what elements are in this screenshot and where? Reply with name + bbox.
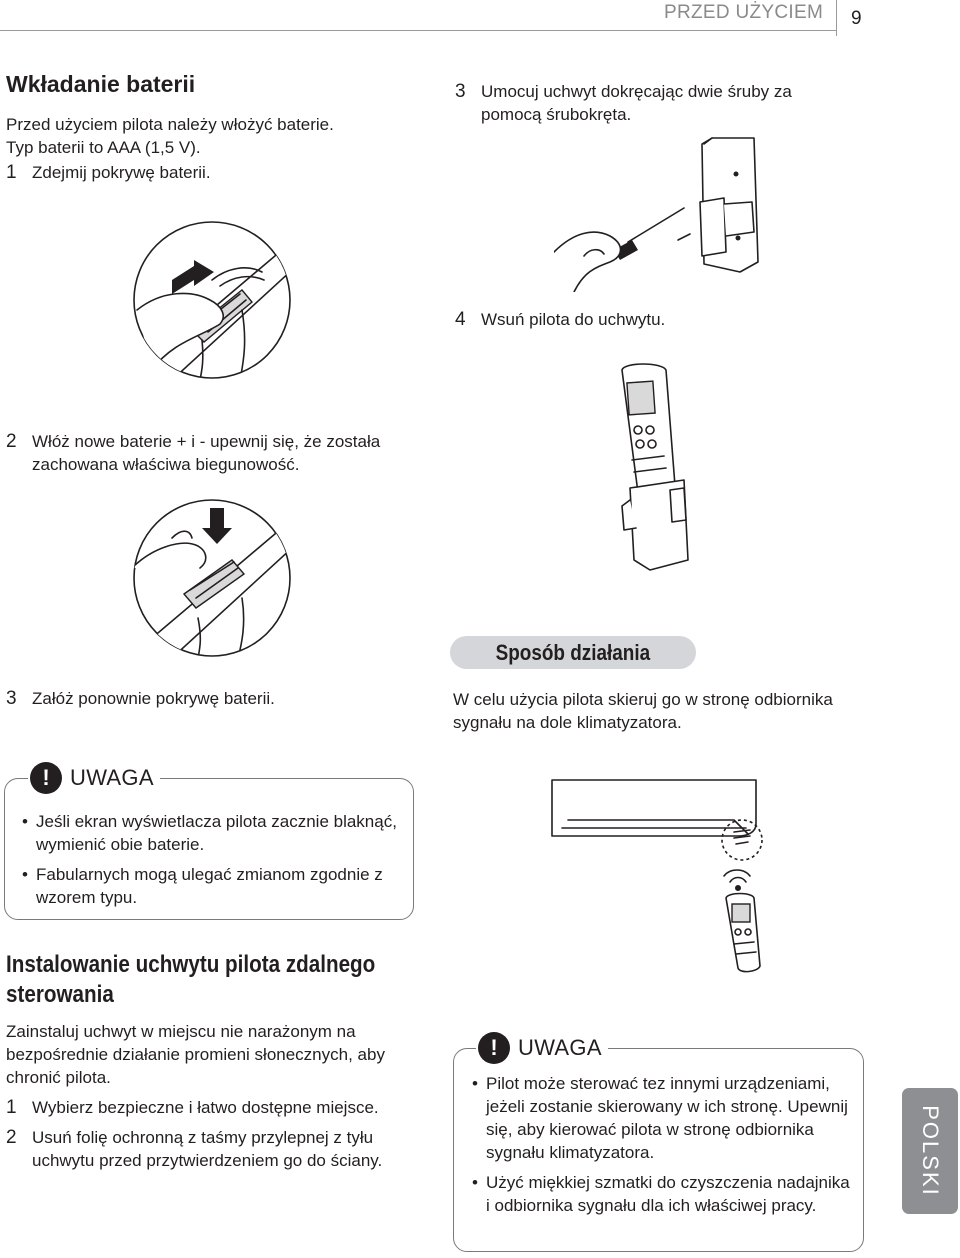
battery-step-3 xyxy=(6,687,426,710)
caution-header-2 xyxy=(476,1032,608,1064)
battery-step-2 xyxy=(6,430,436,476)
caution-1-item: • Fabularnych mogą ulegać zmianom zgodnie z wzorem typu. xyxy=(22,863,402,909)
caution-label: UWAGA xyxy=(70,765,154,790)
insert-batteries-illustration xyxy=(132,498,292,658)
step-number: 1 xyxy=(6,1097,17,1118)
language-tab xyxy=(902,1088,958,1214)
battery-intro-2: Typ baterii to AAA (1,5 V). xyxy=(6,138,201,157)
holder-step-4 xyxy=(455,308,840,331)
step-text: Włóż nowe baterie + i - upewnij się, że została zachowana właściwa biegunowość. xyxy=(32,432,381,474)
section-title: PRZED UŻYCIEM xyxy=(664,2,824,23)
caution-1-item: • Jeśli ekran wyświetlacza pilota zacznie blaknąć, wymienić obie baterie. xyxy=(22,810,402,856)
install-step-2 xyxy=(6,1126,426,1172)
step-number: 2 xyxy=(6,1127,17,1148)
step-text: Usuń folię ochronną z taśmy przylepnej z tyłu uchwytu przed przytwierdzeniem go do ściany. xyxy=(32,1128,383,1170)
operation-title: Sposób działania xyxy=(495,640,651,665)
battery-section-title: Wkładanie baterii xyxy=(6,71,196,97)
warning-icon: ! xyxy=(30,762,62,794)
step-text: Zdejmij pokrywę baterii. xyxy=(32,163,211,182)
language-tab-label: POLSKI xyxy=(918,1105,943,1197)
caution-header-1 xyxy=(28,762,160,794)
step-text: Wybierz bezpieczne i łatwo dostępne miejsce. xyxy=(32,1098,379,1117)
holder-step-3 xyxy=(455,80,840,126)
caution-2-item: • Użyć miękkiej szmatki do czyszczenia nadajnika i odbiornika sygnału dla ich właściwej pracy. xyxy=(472,1171,852,1217)
step-text: Umocuj uchwyt dokręcając dwie śruby za pomocą śrubokręta. xyxy=(481,82,792,124)
caution-1-list xyxy=(22,810,402,916)
remove-cover-illustration xyxy=(132,220,292,380)
warning-icon: ! xyxy=(478,1032,510,1064)
header-rule xyxy=(0,30,836,31)
caution-2-list xyxy=(472,1072,852,1224)
step-number: 4 xyxy=(455,309,466,330)
battery-step-1 xyxy=(6,161,426,184)
step-number: 2 xyxy=(6,431,17,452)
remote-in-holder-illustration xyxy=(610,360,710,580)
caution-2-item: • Pilot może sterować tez innymi urządzeniami, jeżeli zostanie skierowany w ich stronę. Upewnij się, aby kierować pilota w stronę odbiornika sygnału klimatyzatora. xyxy=(472,1072,852,1164)
step-number: 3 xyxy=(6,688,17,709)
header-divider xyxy=(836,0,837,36)
air-conditioner-illustration xyxy=(548,776,778,974)
install-step-1 xyxy=(6,1096,426,1119)
screw-holder-illustration xyxy=(554,132,774,292)
step-number: 1 xyxy=(6,162,17,183)
step-number: 3 xyxy=(455,81,466,102)
step-text: Załóż ponownie pokrywę baterii. xyxy=(32,689,275,708)
operation-heading xyxy=(450,636,696,669)
step-text: Wsuń pilota do uchwytu. xyxy=(481,310,666,329)
page-number: 9 xyxy=(851,8,862,29)
caution-label: UWAGA xyxy=(518,1035,602,1060)
battery-intro-1: Przed użyciem pilota należy włożyć baterie. xyxy=(6,115,334,134)
install-section-title: Instalowanie uchwytu pilota zdalnego sterowania xyxy=(6,951,376,1008)
install-intro: Zainstaluj uchwyt w miejscu nie narażonym na bezpośrednie działanie promieni słonecznych, aby chronić pilota. xyxy=(6,1022,385,1087)
operation-text: W celu użycia pilota skieruj go w stronę odbiornika sygnału na dole klimatyzatora. xyxy=(453,690,833,732)
